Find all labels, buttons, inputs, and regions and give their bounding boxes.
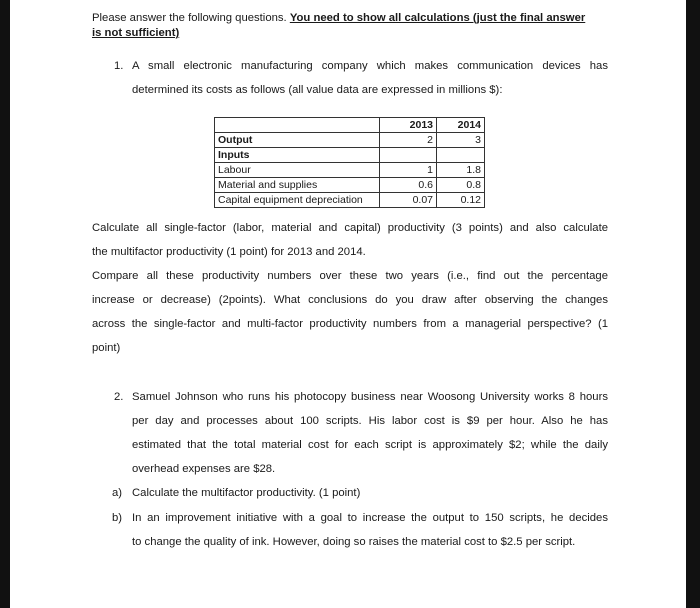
table-cell: 3: [437, 133, 485, 148]
q1-number: 1.: [114, 60, 124, 72]
cost-table: [214, 117, 485, 208]
q2b-label: b): [112, 512, 123, 524]
q2-line: Samuel Johnson who runs his photocopy business near Woosong University works 8 hours: [132, 391, 608, 403]
q2b-line: In an improvement initiative with a goal to increase the output to 150 scripts, he decides: [132, 512, 608, 524]
q2-number: 2.: [114, 391, 124, 403]
table-row: [215, 133, 485, 148]
table-row: [215, 193, 485, 208]
table-cell: 1: [380, 163, 437, 178]
table-cell: 1.8: [437, 163, 485, 178]
q2b-line: to change the quality of ink. However, doing so raises the material cost to $2.5 per script.: [132, 536, 576, 548]
table-cell: Labour: [215, 163, 380, 178]
intro-line: [92, 11, 585, 25]
q2-line: per day and processes about 100 scripts. His labor cost is $9 per hour. Also he has: [132, 415, 608, 427]
table-cell: 0.6: [380, 178, 437, 193]
q2-line: estimated that the total material cost for each script is approximately $2; while the daily: [132, 439, 608, 451]
q1-after-line: the multifactor productivity (1 point) for 2013 and 2014.: [92, 246, 366, 258]
table-row: [215, 163, 485, 178]
table-row: [215, 148, 485, 163]
q1-after-line: Calculate all single-factor (labor, material and capital) productivity (3 points) and also calculate: [92, 222, 608, 234]
table-cell: Inputs: [215, 148, 380, 163]
intro-emphasis-cont: is not sufficient): [92, 27, 180, 39]
q2a-label: a): [112, 487, 123, 499]
table-cell: 2: [380, 133, 437, 148]
table-header-row: [215, 118, 485, 133]
table-cell: 0.07: [380, 193, 437, 208]
table-cell: Output: [215, 133, 380, 148]
table-cell: 0.12: [437, 193, 485, 208]
intro-emphasis: You need to show all calculations (just the final answer: [289, 12, 586, 24]
table-header: 2014: [437, 118, 485, 133]
q2-line: overhead expenses are $28.: [132, 463, 276, 475]
q1-after-line: Compare all these productivity numbers over these two years (i.e., find out the percentage: [92, 270, 608, 282]
table-header: 2013: [380, 118, 437, 133]
table-cell: [437, 148, 485, 163]
table-cell: Material and supplies: [215, 178, 380, 193]
q1-line: determined its costs as follows (all value data are expressed in millions $):: [132, 84, 503, 96]
q1-after-line: point): [92, 342, 121, 354]
document-page: [10, 0, 686, 608]
q2a-text: Calculate the multifactor productivity. (1 point): [132, 487, 361, 499]
q1-line: A small electronic manufacturing company which makes communication devices has: [132, 60, 608, 72]
q1-after-line: across the single-factor and multi-factor productivity numbers from a managerial perspective? (1: [92, 318, 608, 330]
q1-after-line: increase or decrease) (2points). What conclusions do you draw after observing the changes: [92, 294, 608, 306]
table-row: [215, 178, 485, 193]
table-cell: 0.8: [437, 178, 485, 193]
table-cell: [380, 148, 437, 163]
table-header: [215, 118, 380, 133]
intro-text: Please answer the following questions.: [92, 12, 290, 24]
table-cell: Capital equipment depreciation: [215, 193, 380, 208]
